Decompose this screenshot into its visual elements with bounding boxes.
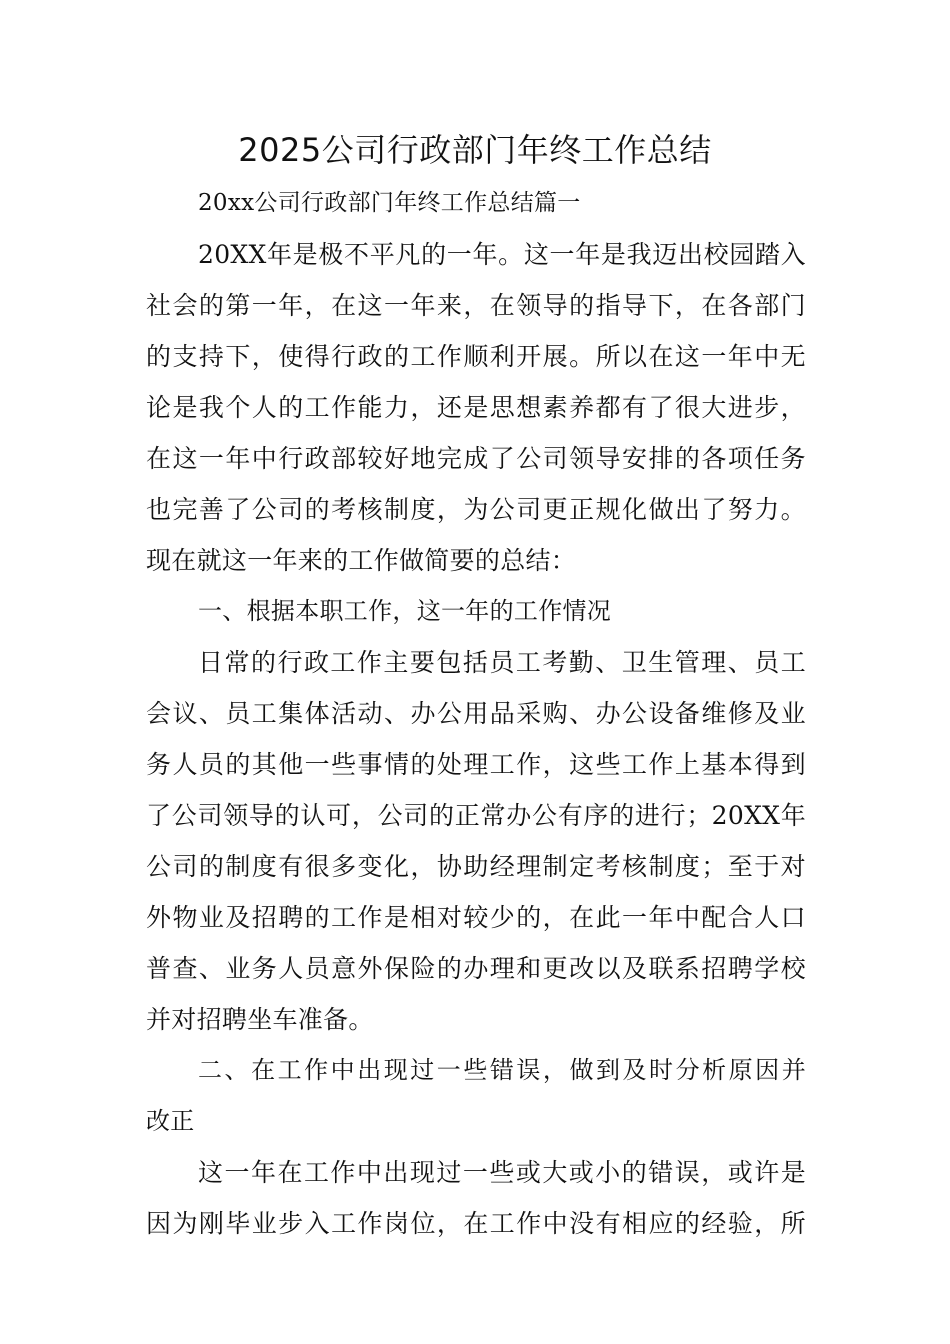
paragraph-line: 日常的行政工作主要包括员工考勤、卫生管理、员工 bbox=[198, 648, 806, 677]
paragraph-line: 的支持下，使得行政的工作顺利开展。所以在这一年中无 bbox=[146, 342, 806, 371]
paragraph-line: 现在就这一年来的工作做简要的总结： bbox=[146, 546, 577, 575]
paragraph-line: 论是我个人的工作能力，还是思想素养都有了很大进步， bbox=[146, 393, 806, 422]
paragraph-line: 外物业及招聘的工作是相对较少的，在此一年中配合人口 bbox=[146, 903, 806, 932]
section-heading: 改正 bbox=[146, 1107, 195, 1135]
document-body bbox=[146, 178, 806, 1249]
paragraph-line: 这一年在工作中出现过一些或大或小的错误，或许是 bbox=[198, 1158, 806, 1187]
paragraph-line: 社会的第一年，在这一年来，在领导的指导下，在各部门 bbox=[146, 291, 806, 320]
paragraph-line: 务人员的其他一些事情的处理工作，这些工作上基本得到 bbox=[146, 750, 806, 779]
document-title: 2025公司行政部门年终工作总结 bbox=[238, 131, 712, 169]
paragraph-line: 并对招聘坐车准备。 bbox=[146, 1005, 374, 1034]
paragraph-line: 因为刚毕业步入工作岗位，在工作中没有相应的经验，所 bbox=[146, 1209, 806, 1238]
paragraph-line: 也完善了公司的考核制度，为公司更正规化做出了努力。 bbox=[146, 495, 806, 524]
section-heading: 一、根据本职工作，这一年的工作情况 bbox=[198, 597, 612, 625]
paragraph-line: 普查、业务人员意外保险的办理和更改以及联系招聘学校 bbox=[146, 954, 806, 983]
paragraph-line: 在这一年中行政部较好地完成了公司领导安排的各项任务 bbox=[146, 444, 806, 473]
paragraph-line: 了公司领导的认可，公司的正常办公有序的进行；20XX年 bbox=[146, 801, 806, 830]
section-subtitle: 20xx公司行政部门年终工作总结篇一 bbox=[198, 190, 581, 216]
paragraph-line: 会议、员工集体活动、办公用品采购、办公设备维修及业 bbox=[146, 699, 806, 728]
paragraph-line: 公司的制度有很多变化，协助经理制定考核制度；至于对 bbox=[146, 852, 806, 881]
paragraph-line: 20XX年是极不平凡的一年。这一年是我迈出校园踏入 bbox=[198, 240, 806, 269]
section-heading: 二、在工作中出现过一些错误，做到及时分析原因并 bbox=[198, 1056, 806, 1084]
